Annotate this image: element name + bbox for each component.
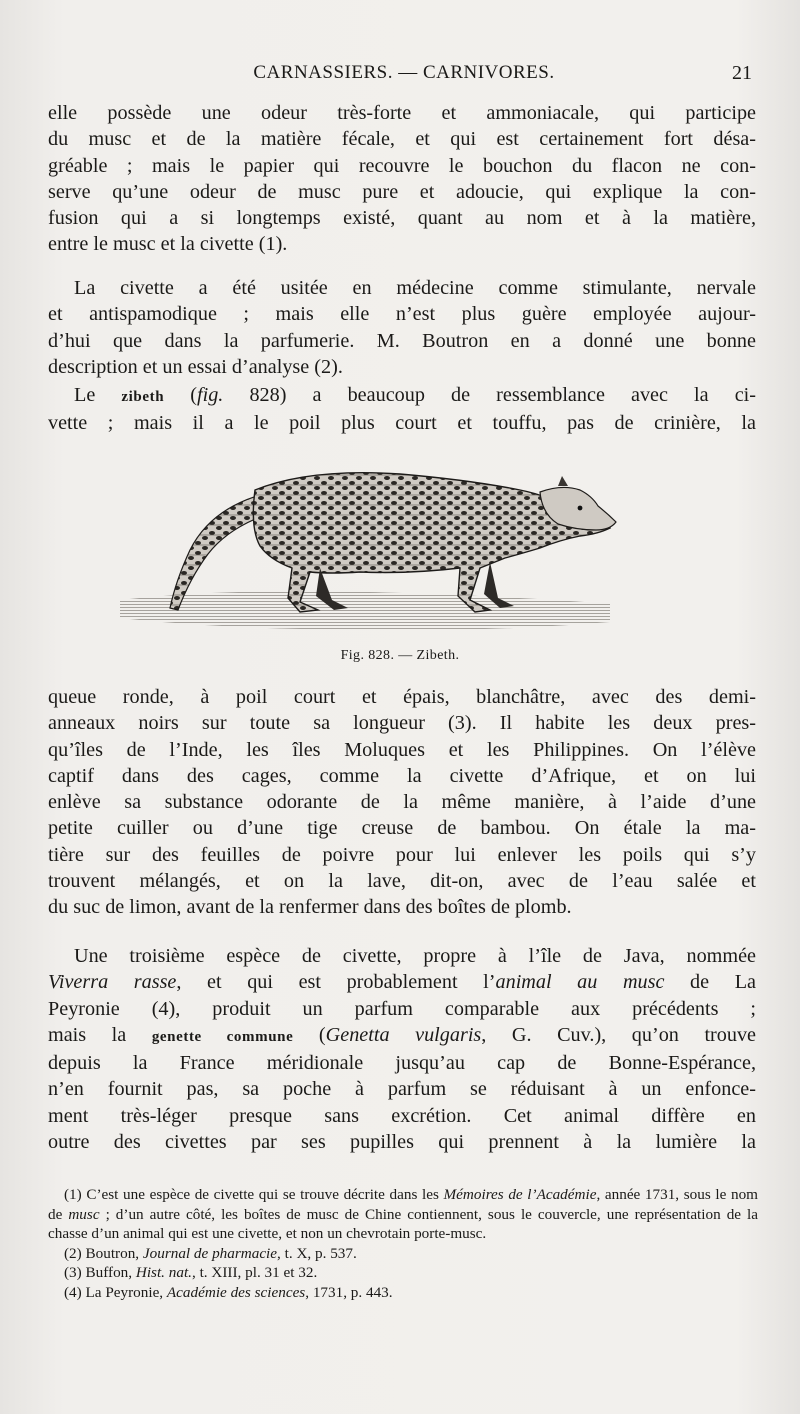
text-line: La civette a été usitée en médecine comme stimulante, nervale — [74, 277, 756, 299]
text-line: anneaux noirs sur toute sa longueur (3). Il habite les deux pres- — [48, 712, 756, 735]
zibeth-illustration — [110, 450, 630, 650]
running-head: CARNASSIERS. — CARNIVORES. — [253, 62, 555, 83]
text-line: serve qu’une odeur de musc pure et adoucie, qui explique la con- — [48, 180, 756, 203]
zibeth-term: zibeth — [121, 389, 165, 405]
text-line: Peyronie (4), produit un parfum comparable aux précédents ; — [48, 997, 756, 1020]
zibeth-eye — [578, 506, 583, 511]
text-line: petite cuiller ou d’une tige creuse de bambou. On étale la ma- — [48, 817, 756, 840]
text-line: description et un essai d’analyse (2). — [48, 355, 343, 378]
paragraph-third-civet — [48, 943, 756, 1155]
text-line: tière sur des feuilles de poivre pour lui enlever les poils qui s’y — [48, 843, 756, 866]
text-line: du suc de limon, avant de la renfermer dans des boîtes de plomb. — [48, 896, 572, 919]
text-line: enlève sa substance odorante de la même manière, à l’aide d’une — [48, 791, 756, 814]
footnote-2: (2) Boutron, Journal de pharmacie, t. X, p. 537. — [64, 1244, 357, 1262]
zibeth-ear — [558, 476, 568, 486]
text-line: du musc et de la matière fécale, et qui est certainement fort désa- — [48, 128, 756, 151]
footnote-3: (3) Buffon, Hist. nat., t. XIII, pl. 31 et 32. — [64, 1264, 318, 1282]
text-line: outre des civettes par ses pupilles qui prennent à la lumière la — [48, 1131, 756, 1154]
paragraph-zibeth — [48, 382, 756, 437]
text-line: elle possède une odeur très-forte et ammoniacale, qui participe — [48, 102, 756, 124]
text-line: queue ronde, à poil court et épais, blanchâtre, avec des demi- — [48, 686, 756, 708]
text-line: gréable ; mais le papier qui recouvre le bouchon du flacon ne con- — [48, 154, 756, 177]
text-line: vette ; mais il a le poil plus court et touffu, pas de crinière, la — [48, 412, 756, 435]
footnote-4: (4) La Peyronie, Académie des sciences, 1731, p. 443. — [64, 1283, 393, 1301]
paragraph-civet-medicine — [48, 275, 756, 380]
text-line: depuis la France méridionale jusqu’au cap de Bonne-Espérance, — [48, 1052, 756, 1075]
text-line: entre le musc et la civette (1). — [48, 233, 288, 256]
genette-term: genette commune — [151, 1028, 294, 1045]
page-number: 21 — [732, 62, 752, 84]
text-line: trouvent mélangés, et on la lave, dit-on, avec de l’eau salée et — [48, 870, 756, 893]
text-line: qu’îles de l’Inde, les îles Moluques et les Philippines. On l’élève — [48, 738, 756, 761]
zibeth-engraving — [110, 450, 630, 650]
text-line: fusion qui a si longtemps existé, quant au nom et à la matière, — [48, 207, 756, 230]
footnotes — [48, 1185, 758, 1303]
text-line: captif dans des cages, comme la civette d’Afrique, et on lui — [48, 764, 756, 787]
text-line: mais la genette commune (Genetta vulgaris, G. Cuv.), qu’on trouve — [48, 1023, 757, 1046]
page-header — [48, 62, 760, 90]
text-line: Le zibeth (fig. 828) a beaucoup de ressemblance avec la ci- — [74, 384, 757, 406]
text-line: ment très-léger presque sans excrétion. Cet animal diffère en — [48, 1104, 756, 1127]
text-line: Viverra rasse, et qui est probablement l’animal au musc de La — [48, 971, 756, 994]
footnote-1: (1) C’est une espèce de civette qui se trouve décrite dans les Mémoires de l’Académie, année 1731, sous le nom de musc ; d’un autre côté, les boîtes de musc de Chine contiennent, sous le couvercle, une représentation de la chasse d’un animal qui est une civette, et non un chevrotain porte-musc. — [48, 1186, 758, 1243]
text-line: et antispamodique ; mais elle n’est plus guère employée aujour- — [48, 303, 756, 326]
paragraph-musk-odor — [48, 100, 756, 258]
ground-shadow — [120, 591, 610, 630]
text-line: d’hui que dans la parfumerie. M. Boutron en a donné une bonne — [48, 329, 756, 352]
figure-caption: Fig. 828. — Zibeth. — [340, 648, 460, 663]
paragraph-zibeth-continued — [48, 684, 756, 921]
text-line: Une troisième espèce de civette, propre à l’île de Java, nommée — [74, 945, 756, 967]
text-line: n’en fournit pas, sa poche à parfum se réduisant à un enfonce- — [48, 1078, 756, 1101]
